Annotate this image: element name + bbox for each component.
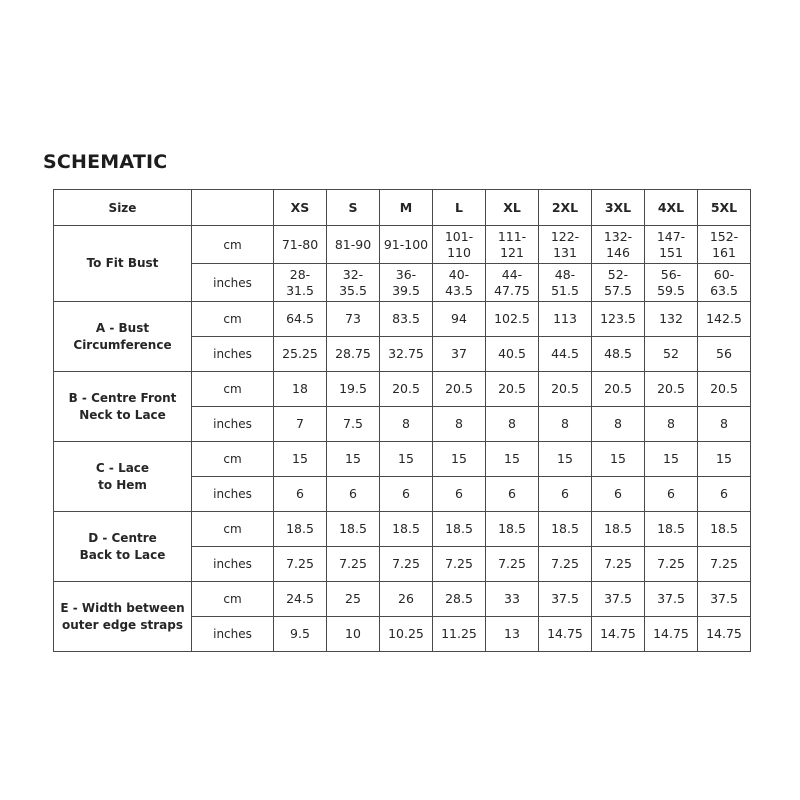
value-cell: 33 [486, 582, 539, 617]
value-cell: 152- 161 [698, 226, 751, 264]
value-cell: 15 [539, 442, 592, 477]
table-row [54, 302, 751, 337]
size-chart-body [54, 226, 751, 652]
value-cell: 8 [698, 407, 751, 442]
value-cell: 18.5 [698, 512, 751, 547]
value-cell: 11.25 [433, 617, 486, 652]
value-cell: 28- 31.5 [274, 264, 327, 302]
value-cell: 15 [486, 442, 539, 477]
value-cell: 8 [433, 407, 486, 442]
value-cell: 14.75 [539, 617, 592, 652]
value-cell: 37 [433, 337, 486, 372]
value-cell: 56 [698, 337, 751, 372]
value-cell: 111-121 [486, 226, 539, 264]
value-cell: 81-90 [327, 226, 380, 264]
size-chart-table [53, 189, 751, 652]
value-cell: 28.5 [433, 582, 486, 617]
value-cell: 7.25 [645, 547, 698, 582]
value-cell: 8 [380, 407, 433, 442]
value-cell: 6 [698, 477, 751, 512]
unit-cell: cm [192, 512, 274, 547]
value-cell: 7.25 [698, 547, 751, 582]
value-cell: 14.75 [592, 617, 645, 652]
value-cell: 7.25 [274, 547, 327, 582]
measurement-label-bust-circumference: A - Bust Circumference [54, 302, 192, 372]
value-cell: 132 [645, 302, 698, 337]
unit-cell: cm [192, 582, 274, 617]
unit-cell: inches [192, 337, 274, 372]
value-cell: 6 [539, 477, 592, 512]
value-cell: 6 [592, 477, 645, 512]
header-size-xl: XL [486, 190, 539, 226]
value-cell: 14.75 [698, 617, 751, 652]
value-cell: 32.75 [380, 337, 433, 372]
value-cell: 28.75 [327, 337, 380, 372]
measurement-label-width-between-straps: E - Width between outer edge straps [54, 582, 192, 652]
value-cell: 142.5 [698, 302, 751, 337]
unit-cell: inches [192, 477, 274, 512]
value-cell: 101- 110 [433, 226, 486, 264]
value-cell: 9.5 [274, 617, 327, 652]
value-cell: 37.5 [645, 582, 698, 617]
unit-cell: inches [192, 407, 274, 442]
value-cell: 18.5 [274, 512, 327, 547]
value-cell: 19.5 [327, 372, 380, 407]
value-cell: 20.5 [486, 372, 539, 407]
value-cell: 32- 35.5 [327, 264, 380, 302]
value-cell: 132- 146 [592, 226, 645, 264]
header-size-5xl: 5XL [698, 190, 751, 226]
value-cell: 102.5 [486, 302, 539, 337]
value-cell: 15 [698, 442, 751, 477]
value-cell: 8 [645, 407, 698, 442]
value-cell: 18.5 [645, 512, 698, 547]
value-cell: 25.25 [274, 337, 327, 372]
value-cell: 18 [274, 372, 327, 407]
value-cell: 20.5 [433, 372, 486, 407]
header-row [54, 190, 751, 226]
unit-cell: cm [192, 302, 274, 337]
value-cell: 15 [380, 442, 433, 477]
value-cell: 15 [327, 442, 380, 477]
table-row [54, 372, 751, 407]
value-cell: 60- 63.5 [698, 264, 751, 302]
value-cell: 7.25 [539, 547, 592, 582]
value-cell: 64.5 [274, 302, 327, 337]
unit-cell: cm [192, 226, 274, 264]
header-size-s: S [327, 190, 380, 226]
value-cell: 18.5 [592, 512, 645, 547]
value-cell: 8 [539, 407, 592, 442]
value-cell: 73 [327, 302, 380, 337]
header-size-l: L [433, 190, 486, 226]
header-size-3xl: 3XL [592, 190, 645, 226]
value-cell: 56- 59.5 [645, 264, 698, 302]
measurement-label-to-fit-bust: To Fit Bust [54, 226, 192, 302]
value-cell: 7 [274, 407, 327, 442]
value-cell: 8 [486, 407, 539, 442]
value-cell: 14.75 [645, 617, 698, 652]
value-cell: 40.5 [486, 337, 539, 372]
value-cell: 25 [327, 582, 380, 617]
unit-cell: inches [192, 617, 274, 652]
value-cell: 48- 51.5 [539, 264, 592, 302]
value-cell: 123.5 [592, 302, 645, 337]
header-unit-label [192, 190, 274, 226]
value-cell: 40- 43.5 [433, 264, 486, 302]
value-cell: 44.5 [539, 337, 592, 372]
value-cell: 113 [539, 302, 592, 337]
value-cell: 6 [486, 477, 539, 512]
header-size-label: Size [54, 190, 192, 226]
table-row [54, 582, 751, 617]
value-cell: 8 [592, 407, 645, 442]
value-cell: 6 [327, 477, 380, 512]
value-cell: 91-100 [380, 226, 433, 264]
header-size-2xl: 2XL [539, 190, 592, 226]
value-cell: 7.25 [486, 547, 539, 582]
value-cell: 6 [380, 477, 433, 512]
unit-cell: inches [192, 264, 274, 302]
measurement-label-centre-front-neck-to-lace: B - Centre Front Neck to Lace [54, 372, 192, 442]
unit-cell: cm [192, 442, 274, 477]
value-cell: 37.5 [592, 582, 645, 617]
header-size-4xl: 4XL [645, 190, 698, 226]
value-cell: 36- 39.5 [380, 264, 433, 302]
value-cell: 24.5 [274, 582, 327, 617]
value-cell: 18.5 [486, 512, 539, 547]
value-cell: 122- 131 [539, 226, 592, 264]
value-cell: 147- 151 [645, 226, 698, 264]
unit-cell: cm [192, 372, 274, 407]
value-cell: 26 [380, 582, 433, 617]
value-cell: 37.5 [539, 582, 592, 617]
header-size-m: M [380, 190, 433, 226]
value-cell: 15 [645, 442, 698, 477]
value-cell: 52 [645, 337, 698, 372]
value-cell: 6 [274, 477, 327, 512]
table-row [54, 442, 751, 477]
unit-cell: inches [192, 547, 274, 582]
page-title: SCHEMATIC [43, 151, 168, 173]
value-cell: 7.25 [592, 547, 645, 582]
header-size-xs: XS [274, 190, 327, 226]
measurement-label-lace-to-hem: C - Lace to Hem [54, 442, 192, 512]
value-cell: 18.5 [433, 512, 486, 547]
measurement-label-centre-back-to-lace: D - Centre Back to Lace [54, 512, 192, 582]
value-cell: 7.5 [327, 407, 380, 442]
value-cell: 37.5 [698, 582, 751, 617]
value-cell: 71-80 [274, 226, 327, 264]
value-cell: 15 [433, 442, 486, 477]
value-cell: 20.5 [698, 372, 751, 407]
value-cell: 10 [327, 617, 380, 652]
table-row [54, 512, 751, 547]
value-cell: 83.5 [380, 302, 433, 337]
value-cell: 20.5 [539, 372, 592, 407]
value-cell: 6 [645, 477, 698, 512]
value-cell: 48.5 [592, 337, 645, 372]
value-cell: 15 [274, 442, 327, 477]
value-cell: 7.25 [433, 547, 486, 582]
value-cell: 20.5 [592, 372, 645, 407]
value-cell: 20.5 [645, 372, 698, 407]
value-cell: 20.5 [380, 372, 433, 407]
value-cell: 10.25 [380, 617, 433, 652]
value-cell: 15 [592, 442, 645, 477]
value-cell: 7.25 [380, 547, 433, 582]
value-cell: 52- 57.5 [592, 264, 645, 302]
value-cell: 94 [433, 302, 486, 337]
value-cell: 6 [433, 477, 486, 512]
value-cell: 18.5 [539, 512, 592, 547]
value-cell: 13 [486, 617, 539, 652]
value-cell: 18.5 [380, 512, 433, 547]
value-cell: 18.5 [327, 512, 380, 547]
table-row [54, 226, 751, 264]
value-cell: 7.25 [327, 547, 380, 582]
value-cell: 44- 47.75 [486, 264, 539, 302]
